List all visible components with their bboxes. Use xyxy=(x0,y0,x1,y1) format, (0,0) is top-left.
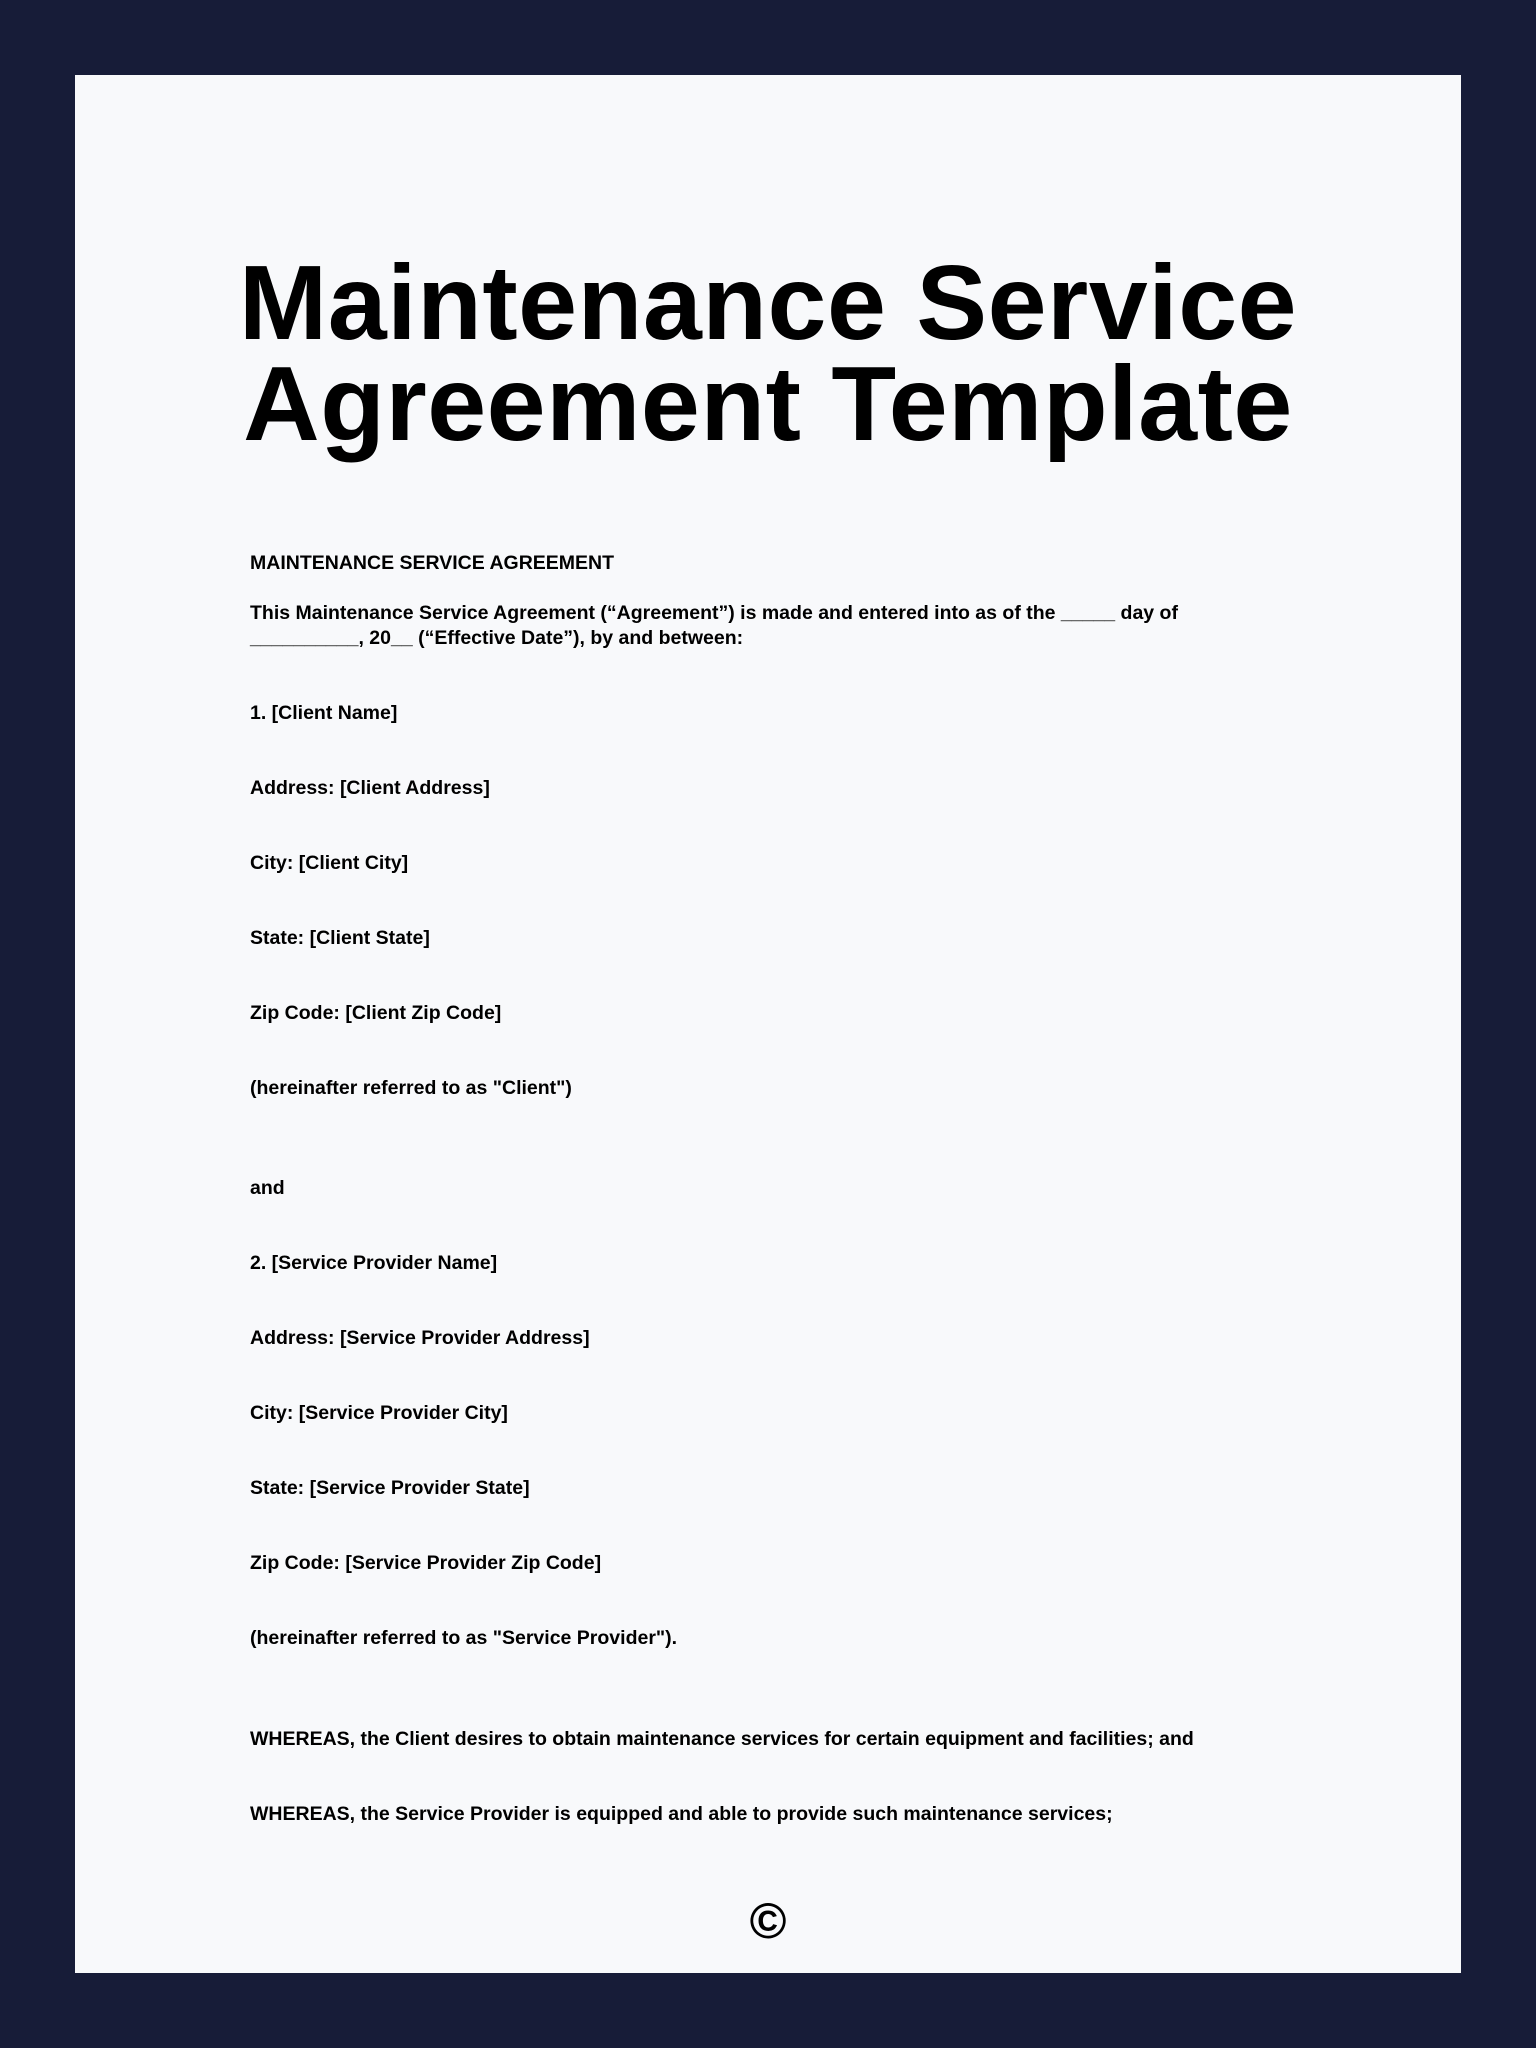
client-state: State: [Client State] xyxy=(250,927,430,949)
client-name: 1. [Client Name] xyxy=(250,702,398,724)
copyright-icon: © xyxy=(749,1893,787,1949)
agreement-heading: MAINTENANCE SERVICE AGREEMENT xyxy=(250,552,615,574)
intro-line-2: __________, 20__ (“Effective Date”), by and between: xyxy=(250,627,744,649)
provider-referred: (hereinafter referred to as "Service Provider"). xyxy=(250,1627,678,1649)
provider-zip: Zip Code: [Service Provider Zip Code] xyxy=(250,1552,602,1574)
whereas-clause-1: WHEREAS, the Client desires to obtain maintenance services for certain equipment and facilities; and xyxy=(250,1728,1194,1750)
document-page xyxy=(75,75,1461,1973)
provider-state: State: [Service Provider State] xyxy=(250,1477,530,1499)
whereas-clause-2: WHEREAS, the Service Provider is equipped and able to provide such maintenance services; xyxy=(250,1803,1113,1825)
provider-name: 2. [Service Provider Name] xyxy=(250,1252,498,1274)
client-address: Address: [Client Address] xyxy=(250,777,490,799)
title-line-1: Maintenance Service xyxy=(238,244,1298,362)
client-referred: (hereinafter referred to as "Client") xyxy=(250,1077,572,1099)
client-city: City: [Client City] xyxy=(250,852,409,874)
document-title xyxy=(75,244,1461,463)
provider-address: Address: [Service Provider Address] xyxy=(250,1327,590,1349)
provider-city: City: [Service Provider City] xyxy=(250,1402,508,1424)
title-line-2: Agreement Template xyxy=(243,345,1293,463)
intro-line-1: This Maintenance Service Agreement (“Agreement”) is made and entered into as of the _____ day of xyxy=(250,602,1178,624)
client-zip: Zip Code: [Client Zip Code] xyxy=(250,1002,502,1024)
and-text: and xyxy=(250,1177,285,1199)
